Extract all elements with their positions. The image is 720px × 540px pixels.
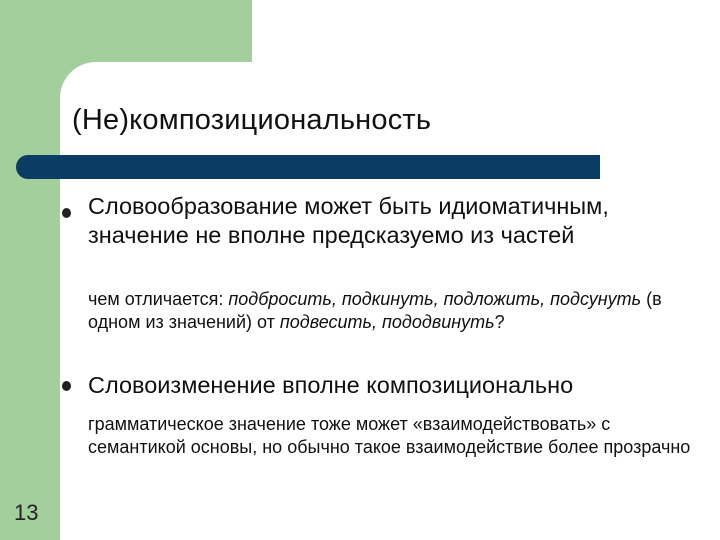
subtext-examples-1: подбросить, подкинуть, подложить, подсунуть <box>228 289 642 309</box>
top-white-area <box>252 0 720 62</box>
subtext-plain-3: ? <box>494 311 505 332</box>
subtext-plain-1: чем отличается: <box>88 289 229 309</box>
title-underline-bar <box>16 155 600 179</box>
page-number: 13 <box>14 500 39 525</box>
top-green-block <box>0 0 252 62</box>
bullet-dot-2 <box>62 381 71 391</box>
subtext-examples-2: подвесить, пододвинуть <box>279 311 495 332</box>
bullet-1-text: Словообразование может быть идиоматичным, значение не вполне предсказуемо из частей <box>88 193 609 248</box>
bullet-2-subtext: грамматическое значение тоже может «взаимодействовать» с семантикой основы, но обычно такое взаимодействие более прозрачно <box>88 414 691 457</box>
bullet-2-text: Словоизменение вполне композиционально <box>88 372 574 398</box>
left-green-band <box>0 0 60 540</box>
bullet-dot-1 <box>62 208 71 218</box>
slide-title: (Не)композициональность <box>72 104 432 136</box>
subtext-plain-2: (в одном из значений) от <box>88 289 662 332</box>
bullet-1-subtext <box>88 288 708 333</box>
